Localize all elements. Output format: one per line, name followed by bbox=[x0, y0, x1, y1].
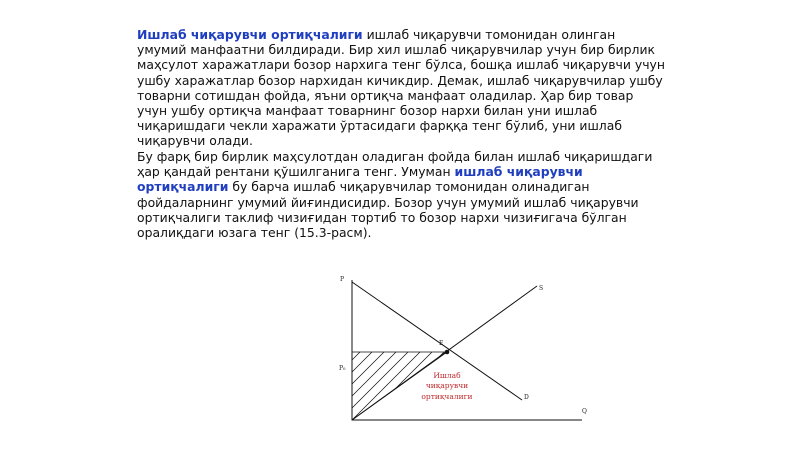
surplus-label-line-2: чиқарувчи bbox=[425, 381, 469, 390]
price-label: P₀ bbox=[339, 365, 346, 372]
x-axis-label: Q bbox=[582, 408, 587, 415]
y-axis-label: P bbox=[340, 276, 345, 283]
demand-label: D bbox=[524, 394, 529, 401]
highlight-term-2: ишлаб чиқарувчи ортиқчалиги bbox=[137, 164, 583, 195]
equilibrium-point bbox=[445, 350, 450, 355]
equilibrium-label: E bbox=[439, 340, 444, 347]
highlight-term-1: Ишлаб чиқарувчи ортиқчалиги bbox=[137, 27, 363, 42]
paragraph-2 bbox=[137, 149, 667, 240]
producer-surplus-diagram bbox=[330, 266, 600, 430]
paragraph-1 bbox=[137, 27, 667, 149]
paragraph-2-start: Бу фарқ бир бирлик маҳсулотдан оладиган фойда билан ишлаб чиқаришдаги ҳар қандай рентани қўшилганига тенг. Умуман bbox=[137, 149, 653, 180]
paragraph-2-end: бу барча ишлаб чиқарувчилар томонидан олинадиган фойдаларнинг умумий йиғиндисидир. Бозор учун умумий ишлаб чиқарувчи ортиқчалиги таклиф чизиғидан тортиб то бозор нархи чизиғигача бўлган оралиқдаги юзага тенг (15.3-расм). bbox=[137, 179, 639, 241]
surplus-label-line-1: Ишлаб bbox=[433, 371, 461, 380]
supply-label: S bbox=[539, 285, 544, 292]
surplus-label-line-3: ортиқчалиги bbox=[421, 392, 473, 401]
paragraph-1-text: ишлаб чиқарувчи томонидан олинган умумий манфаатни билдиради. Бир хил ишлаб чиқарувчилар учун бир бирлик маҳсулот харажатлари бозор нархига тенг бўлса, бошқа ишлаб чиқарувчи учун ушбу харажатлар бозор нархидан кичикдир. Демак, ишлаб чиқарувчилар ушбу товарни сотишдан фойда, яъни ортиқча манфаат оладилар. Ҳар бир товар учун ушбу ортиқча манфаат товарнинг бозор нархи билан уни ишлаб чиқаришдаги чекли харажати ўртасидаги фарққа тенг бўлиб, уни ишлаб чиқарувчи олади. bbox=[137, 27, 665, 149]
